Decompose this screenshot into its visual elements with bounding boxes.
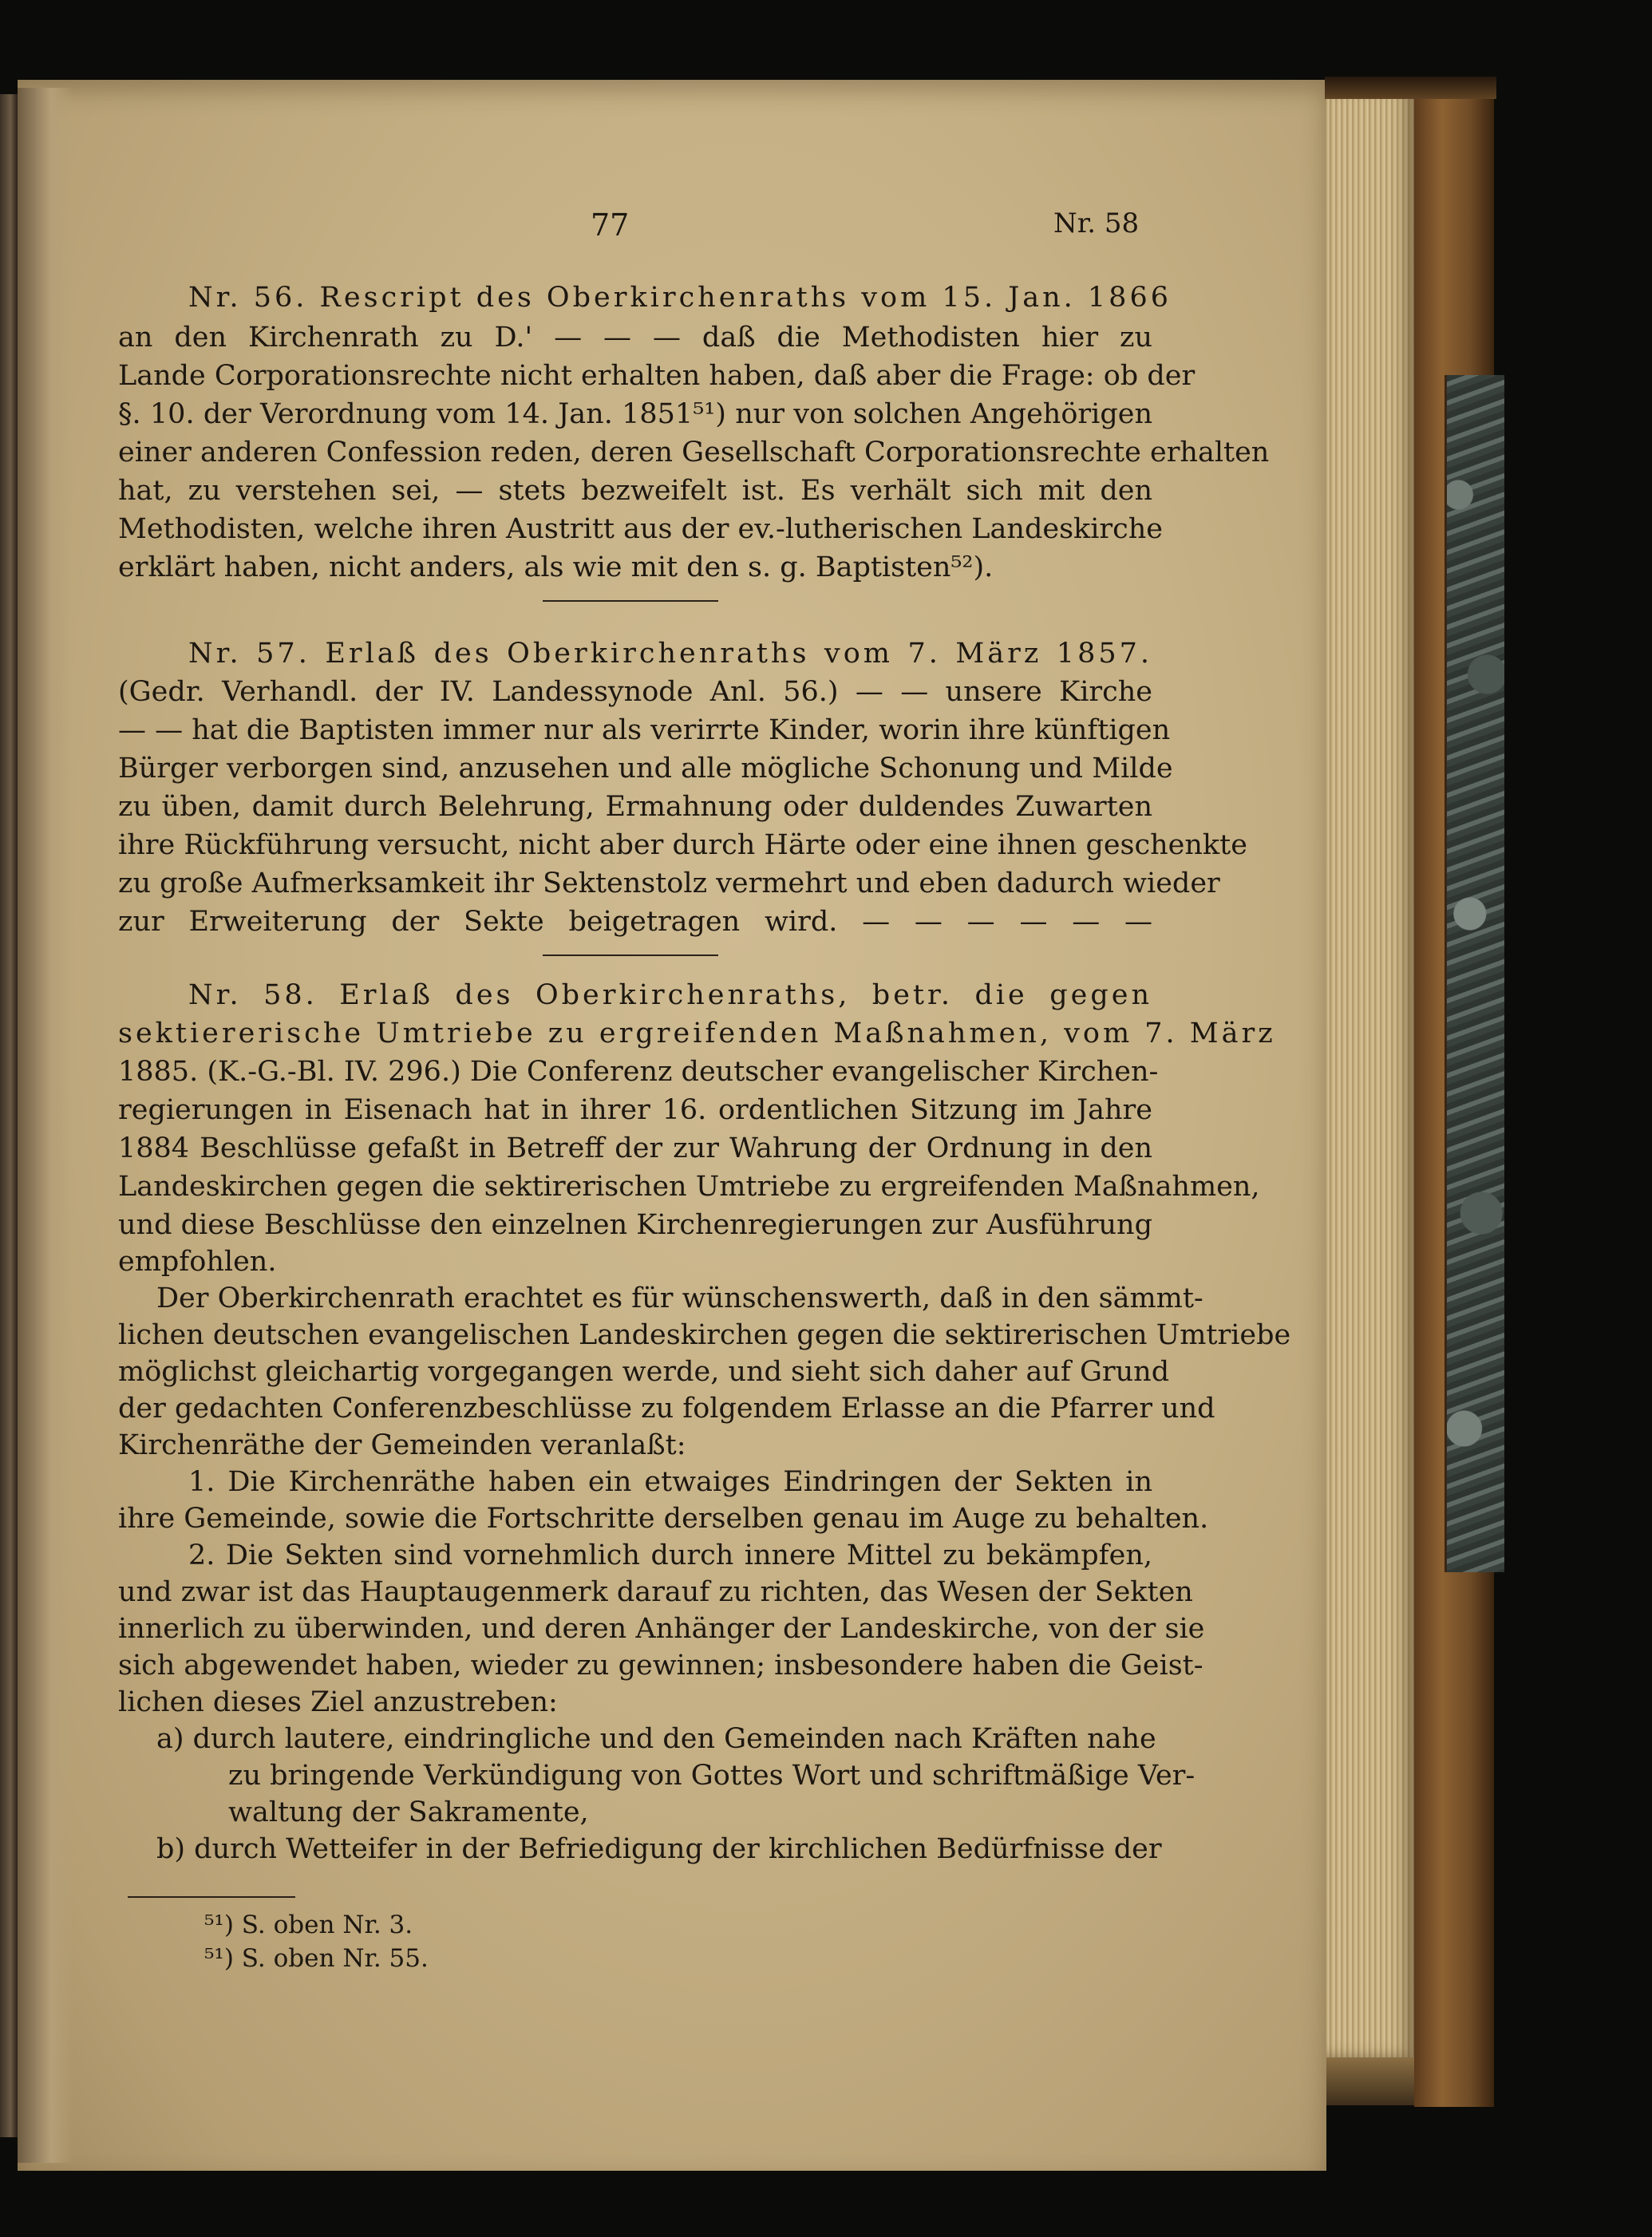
section-58-line: 1884 Beschlüsse gefaßt in Betreff der zur Wahrung der Ordnung in den bbox=[118, 1132, 1152, 1164]
section-58-line: empfohlen. bbox=[118, 1246, 277, 1278]
section-56-line: §. 10. der Verordnung vom 14. Jan. 1851⁵¹) nur von solchen Angehörigen bbox=[118, 398, 1152, 430]
section-58-line: Landeskirchen gegen die sektirerischen Umtriebe zu ergreifenden Maßnahmen, bbox=[118, 1171, 1260, 1203]
section-57-line: ihre Rückführung versucht, nicht aber durch Härte oder eine ihnen geschenkte bbox=[118, 829, 1247, 861]
section-58-heading: Nr. 58. Erlaß des Oberkirchenraths, betr. die gegen bbox=[188, 979, 1152, 1011]
section-56-line: erklärt haben, nicht anders, als wie mit den s. g. Baptisten⁵²). bbox=[118, 551, 994, 583]
section-58-item-2: 2. Die Sekten sind vornehmlich durch innere Mittel zu bekämpfen, bbox=[188, 1539, 1152, 1571]
section-57-line: Bürger verborgen sind, anzusehen und alle mögliche Schonung und Milde bbox=[118, 753, 1173, 785]
section-58-item-b: b) durch Wetteifer in der Befriedigung der kirchlichen Bedürfnisse der bbox=[156, 1833, 1162, 1865]
section-58-line: möglichst gleichartig vorgegangen werde, und sieht sich daher auf Grund bbox=[118, 1356, 1170, 1388]
section-58-line: regierungen in Eisenach hat in ihrer 16. ordentlichen Sitzung im Jahre bbox=[118, 1094, 1152, 1126]
section-58-line: waltung der Sakramente, bbox=[228, 1796, 589, 1828]
section-57-line: (Gedr. Verhandl. der IV. Landessynode Anl. 56.) — — unsere Kirche bbox=[118, 676, 1152, 708]
section-58-line: Kirchenräthe der Gemeinden veranlaßt: bbox=[118, 1429, 686, 1461]
section-58-line: 1885. (K.-G.-Bl. IV. 296.) Die Conferenz deutscher evangelischer Kirchen- bbox=[118, 1056, 1159, 1088]
section-56-heading: Nr. 56. Rescript des Oberkirchenraths vom 15. Jan. 1866 bbox=[188, 282, 1172, 314]
running-head: Nr. 58 bbox=[1053, 207, 1140, 239]
section-56-line: Methodisten, welche ihren Austritt aus der ev.-lutherischen Landeskirche bbox=[118, 513, 1164, 545]
section-58-line: ihre Gemeinde, sowie die Fortschritte derselben genau im Auge zu behalten. bbox=[118, 1503, 1209, 1535]
section-56-line: hat, zu verstehen sei, — stets bezweifelt ist. Es verhält sich mit den bbox=[118, 475, 1152, 507]
section-58-line: sich abgewendet haben, wieder zu gewinnen; insbesondere haben die Geist- bbox=[118, 1650, 1203, 1682]
section-56-line: Lande Corporationsrechte nicht erhalten haben, daß aber die Frage: ob der bbox=[118, 360, 1196, 392]
section-57-line: zu große Aufmerksamkeit ihr Sektenstolz vermehrt und eben dadurch wieder bbox=[118, 868, 1220, 899]
section-57-line: zur Erweiterung der Sekte beigetragen wird. — — — — — — bbox=[118, 906, 1152, 938]
section-58-line: zu bringende Verkündigung von Gottes Wort und schriftmäßige Ver- bbox=[228, 1760, 1196, 1792]
section-58-line: sektiererische Umtriebe zu ergreifenden Maßnahmen, vom 7. März bbox=[118, 1018, 1276, 1049]
section-58-item-a: a) durch lautere, eindringliche und den Gemeinden nach Kräften nahe bbox=[156, 1723, 1156, 1755]
footnote-52: ⁵¹) S. oben Nr. 55. bbox=[204, 1944, 429, 1973]
section-56-line: einer anderen Confession reden, deren Gesellschaft Corporationsrechte erhalten bbox=[118, 437, 1270, 468]
footnote-rule bbox=[128, 1896, 295, 1898]
section-57-line: — — hat die Baptisten immer nur als verirrte Kinder, worin ihre künftigen bbox=[118, 714, 1171, 746]
section-58-line: Der Oberkirchenrath erachtet es für wünschenswerth, daß in den sämmt- bbox=[156, 1283, 1203, 1314]
section-58-line: der gedachten Conferenzbeschlüsse zu folgendem Erlasse an die Pfarrer und bbox=[118, 1393, 1215, 1425]
section-56-line: an den Kirchenrath zu D.' — — — daß die Methodisten hier zu bbox=[118, 322, 1152, 354]
section-58-line: lichen deutschen evangelischen Landeskirchen gegen die sektirerischen Umtriebe bbox=[118, 1319, 1291, 1351]
page-number: 77 bbox=[591, 207, 630, 243]
section-divider bbox=[543, 954, 718, 956]
section-57-line: zu üben, damit durch Belehrung, Ermahnung oder duldendes Zuwarten bbox=[118, 791, 1152, 823]
section-divider bbox=[543, 600, 718, 602]
section-58-line: und diese Beschlüsse den einzelnen Kirchenregierungen zur Ausführung bbox=[118, 1209, 1152, 1241]
section-58-line: innerlich zu überwinden, und deren Anhänger der Landeskirche, von der sie bbox=[118, 1613, 1205, 1645]
footnote-51: ⁵¹) S. oben Nr. 3. bbox=[204, 1911, 413, 1939]
section-58-line: und zwar ist das Hauptaugenmerk darauf zu richten, das Wesen der Sekten bbox=[118, 1576, 1193, 1608]
section-57-heading: Nr. 57. Erlaß des Oberkirchenraths vom 7. März 1857. bbox=[188, 638, 1152, 670]
section-58-item-1: 1. Die Kirchenräthe haben ein etwaiges Eindringen der Sekten in bbox=[188, 1466, 1152, 1498]
section-58-line: lichen dieses Ziel anzustreben: bbox=[118, 1686, 558, 1718]
